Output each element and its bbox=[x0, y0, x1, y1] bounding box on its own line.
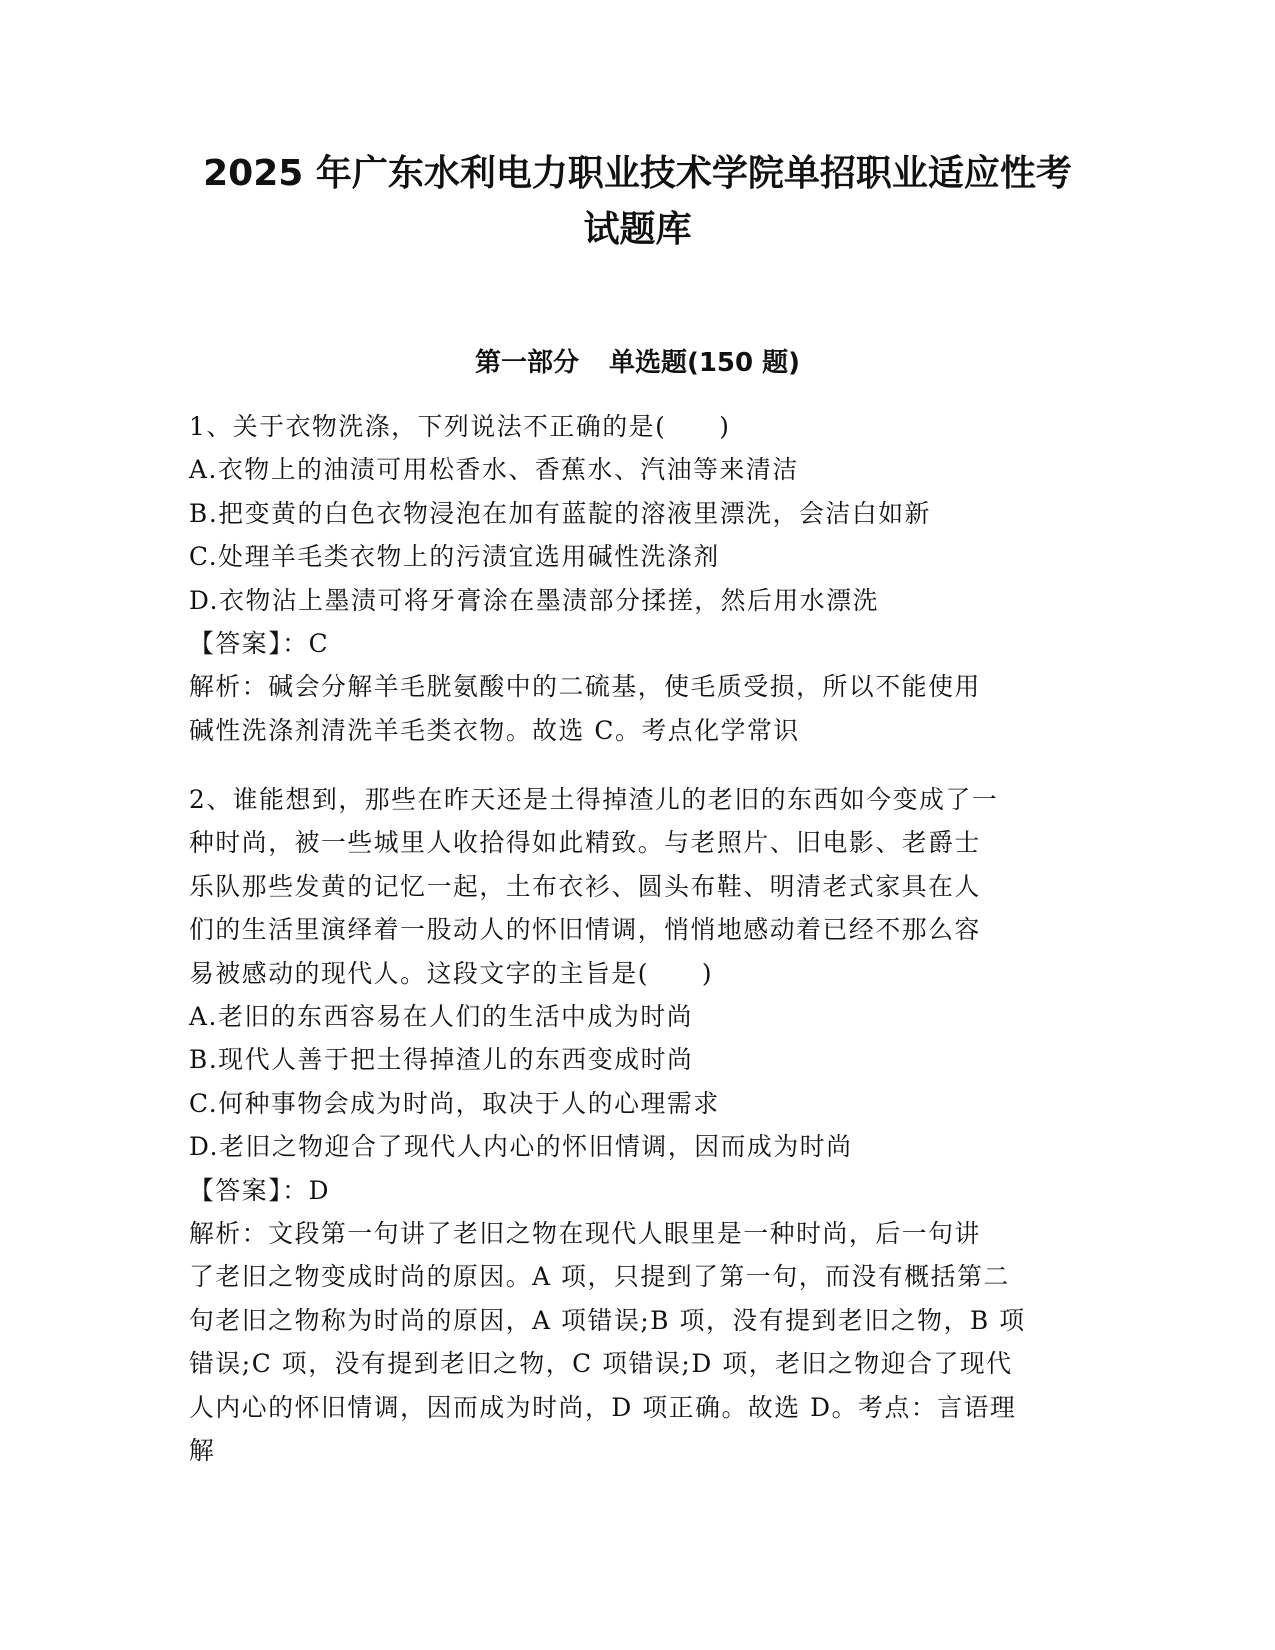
title-line-1: 2025 年广东水利电力职业技术学院单招职业适应性考 bbox=[203, 153, 1072, 194]
analysis-line: 人内心的怀旧情调，因而成为时尚，D 项正确。故选 D。考点：言语理 bbox=[189, 1392, 1017, 1422]
analysis-line: 错误;C 项，没有提到老旧之物，C 项错误;D 项，老旧之物迎合了现代 bbox=[189, 1349, 1013, 1379]
section-part: 第一部分 bbox=[474, 348, 579, 378]
question-stem: 2、谁能想到，那些在昨天还是土得掉渣儿的老旧的东西如今变成了一 bbox=[189, 785, 999, 814]
answer-value: C bbox=[308, 629, 330, 659]
option-d: D.衣物沾上墨渍可将牙膏涂在墨渍部分揉搓，然后用水漂洗 bbox=[189, 585, 880, 615]
analysis-line: 解析：文段第一句讲了老旧之物在现代人眼里是一种时尚，后一句讲 bbox=[189, 1219, 981, 1249]
answer-line bbox=[189, 1169, 1089, 1212]
document-title bbox=[160, 146, 1115, 258]
question-stem: 易被感动的现代人。这段文字的主旨是( ) bbox=[189, 958, 714, 988]
title-line-2: 试题库 bbox=[583, 209, 692, 250]
question-stem: 乐队那些发黄的记忆一起，土布衣衫、圆头布鞋、明清老式家具在人 bbox=[189, 871, 981, 901]
option-b: B.把变黄的白色衣物浸泡在加有蓝靛的溶液里漂洗，会洁白如新 bbox=[189, 498, 932, 528]
option-c: C.何种事物会成为时尚，取决于人的心理需求 bbox=[189, 1088, 720, 1118]
question-stem: 1、关于衣物洗涤，下列说法不正确的是( ) bbox=[189, 412, 731, 441]
answer-label: 【答案】： bbox=[189, 1175, 309, 1205]
section-heading bbox=[160, 345, 1115, 381]
analysis-line: 碱性洗涤剂清洗羊毛类衣物。故选 C。考点化学常识 bbox=[189, 715, 800, 745]
analysis-line: 解 bbox=[189, 1436, 216, 1466]
question-2 bbox=[189, 778, 1089, 1473]
question-1 bbox=[189, 405, 1089, 752]
question-stem: 们的生活里演绎着一股动人的怀旧情调，悄悄地感动着已经不那么容 bbox=[189, 915, 981, 945]
option-c: C.处理羊毛类衣物上的污渍宜选用碱性洗涤剂 bbox=[189, 542, 720, 572]
option-a: A.衣物上的油渍可用松香水、香蕉水、汽油等来清洁 bbox=[189, 455, 799, 485]
option-a: A.老旧的东西容易在人们的生活中成为时尚 bbox=[189, 1002, 694, 1032]
analysis-line: 解析：碱会分解羊毛胱氨酸中的二硫基，使毛质受损，所以不能使用 bbox=[189, 672, 981, 702]
answer-line bbox=[189, 622, 1089, 665]
answer-value: D bbox=[308, 1175, 331, 1205]
analysis-line: 句老旧之物称为时尚的原因，A 项错误;B 项，没有提到老旧之物，B 项 bbox=[189, 1305, 1026, 1335]
question-stem: 种时尚，被一些城里人收拾得如此精致。与老照片、旧电影、老爵士 bbox=[189, 828, 981, 858]
option-d: D.老旧之物迎合了现代人内心的怀旧情调，因而成为时尚 bbox=[189, 1132, 853, 1162]
section-name: 单选题(150 题) bbox=[608, 348, 801, 378]
option-b: B.现代人善于把土得掉渣儿的东西变成时尚 bbox=[189, 1045, 694, 1075]
answer-label: 【答案】： bbox=[189, 629, 309, 659]
analysis-line: 了老旧之物变成时尚的原因。A 项，只提到了第一句，而没有概括第二 bbox=[189, 1262, 1010, 1292]
